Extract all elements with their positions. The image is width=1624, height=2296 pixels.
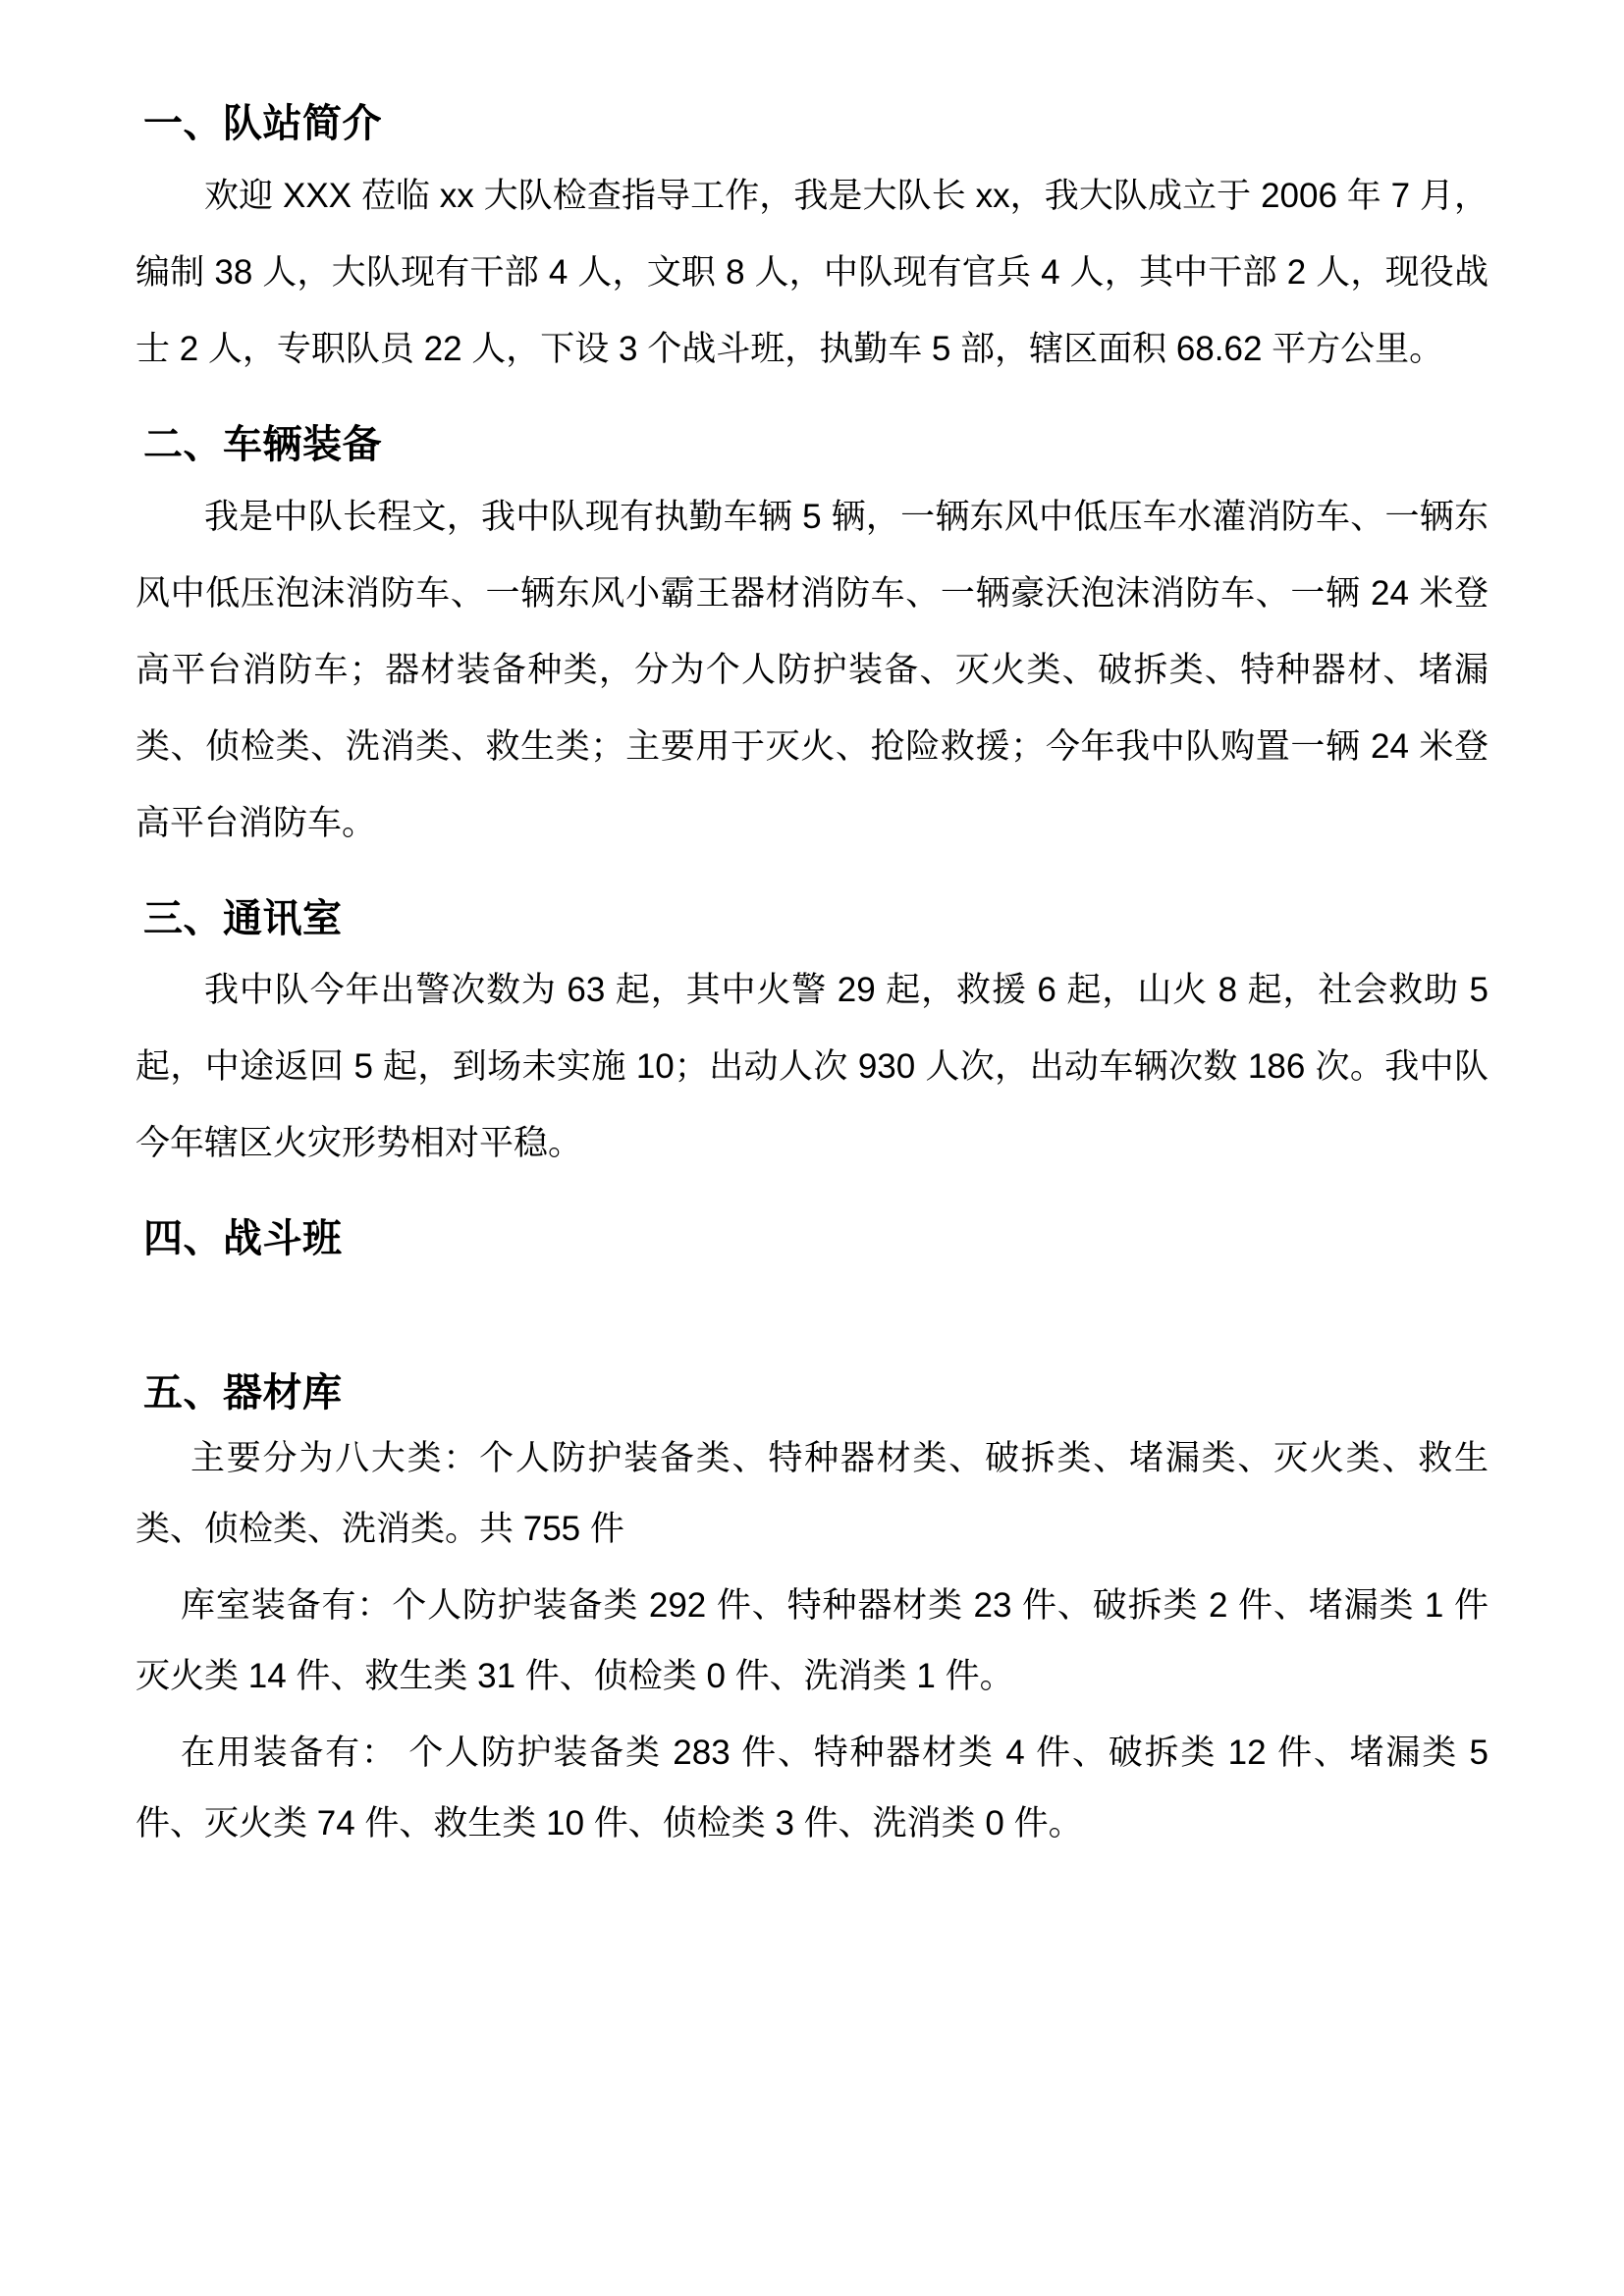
section-heading-two: 二、车辆装备 (143, 421, 382, 467)
section-two-paragraph: 我是中队长程文，我中队现有执勤车辆 5 辆，一辆东风中低压车水灌消防车、一辆东风中低压泡沫消防车、一辆东风小霸王器材消防车、一辆豪沃泡沫消防车、一辆 24 米登高平台消防车；器材装备种类，分为个人防护装备、灭火类、破拆类、特种器材、堵漏类、侦检类、洗消类、救生类；主要用于灭火、抢险救援；今年我中队购置一辆 24 米登高平台消防车。 (135, 497, 1489, 842)
document-body (135, 100, 1489, 1859)
section-three-paragraph: 我中队今年出警次数为 63 起，其中火警 29 起，救援 6 起，山火 8 起，社会救助 5 起，中途返回 5 起，到场未实施 10；出动人次 930 人次，出动车辆次数 186 次。我中队今年辖区火灾形势相对平稳。 (135, 971, 1489, 1163)
section-heading-one: 一、队站简介 (143, 101, 382, 146)
section-heading-three: 三、通讯室 (143, 895, 343, 941)
section-five-paragraph-stored-equipment: 库室装备有：个人防护装备类 292 件、特种器材类 23 件、破拆类 2 件、堵漏类 1 件灭火类 14 件、救生类 31 件、侦检类 0 件、洗消类 1 件。 (135, 1585, 1489, 1695)
section-four-empty-body (135, 1263, 1489, 1340)
section-one-paragraph: 欢迎 XXX 莅临 xx 大队检查指导工作，我是大队长 xx，我大队成立于 2006 年 7 月，编制 38 人，大队现有干部 4 人，文职 8 人，中队现有官兵 4 人，其中干部 2 人，现役战士 2 人，专职队员 22 人，下设 3 个战斗班，执勤车 5 部，辖区面积 68.62 平方公里。 (135, 176, 1489, 368)
section-heading-five: 五、器材库 (143, 1370, 343, 1416)
section-heading-four: 四、战斗班 (143, 1216, 343, 1262)
section-five-paragraph-in-use-equipment: 在用装备有： 个人防护装备类 283 件、特种器材类 4 件、破拆类 12 件、堵漏类 5 件、灭火类 74 件、救生类 10 件、侦检类 3 件、洗消类 0 件。 (135, 1733, 1489, 1842)
section-five-paragraph-categories: 主要分为八大类：个人防护装备类、特种器材类、破拆类、堵漏类、灭火类、救生类、侦检类、洗消类。共 755 件 (135, 1438, 1489, 1548)
